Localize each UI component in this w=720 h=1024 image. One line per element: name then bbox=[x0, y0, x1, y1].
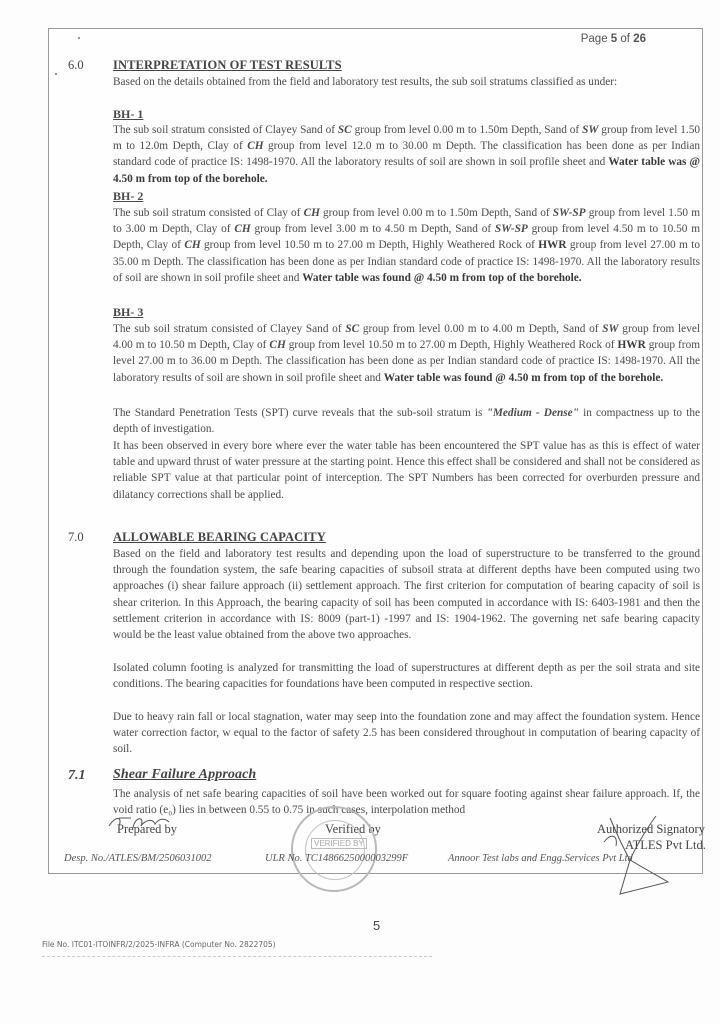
file-number: File No. ITC01-ITOINFR/2/2025-INFRA (Computer No. 2822705) bbox=[42, 940, 276, 949]
verified-by-label: Verified by bbox=[325, 822, 381, 836]
borehole-description: The sub soil stratum consisted of Clayey Sand of SC group from level 0.00 m to 1.50m Depth, Sand of SW group from level 1.50 m to 12.0m Depth, Clay of CH group from level 12.0 m to 30.00 m Depth. The classification has been done as per Indian standard code of practice IS: 1498-1970. All the laboratory results of soil are shown in soil profile sheet and Water table was @ 4.50 m from top of the borehole. bbox=[113, 124, 701, 185]
page-number: 5 bbox=[373, 918, 381, 933]
authorized-signatory-label: Authorized Signatory bbox=[597, 822, 705, 836]
prepared-by-label: Prepared by bbox=[117, 822, 178, 836]
borehole-label: BH- 2 bbox=[113, 189, 144, 203]
section-number: 7.0 bbox=[68, 530, 84, 544]
speck bbox=[55, 73, 57, 75]
section-number: 6.0 bbox=[68, 58, 84, 72]
borehole-description: The sub soil stratum consisted of Clay of CH group from level 0.00 m to 1.50m Depth, Sand of SW-SP group from level 1.50 m to 3.00 m Depth, Clay of CH group from level 3.00 m to 4.50 m Depth, Sand of SW-SP group from level 4.50 m to 10.50 m Depth, Clay of CH group from level 10.50 m to 27.00 m Depth, Highly Weathered Rock of HWR group from level 27.00 m to 35.00 m Depth. The classification has been done as per Indian standard code of practice IS: 1498-1970. All the laboratory results of soil are shown in soil profile sheet and Water table was found @ 4.50 m from top of the borehole. bbox=[113, 207, 700, 284]
spt-paragraph: The Standard Penetration Tests (SPT) curve reveals that the sub-soil stratum is "Medium - Dense" in compactness up to the depth of investigation. bbox=[113, 407, 700, 436]
water-correction-paragraph: Due to heavy rain fall or local stagnation, water may seep into the foundation zone and may affect the foundation system. Hence water correction factor, w equal to the factor of safety 2.5 has been considered throughout in computation of bearing capacity of soil. bbox=[113, 711, 700, 756]
footing-paragraph: Isolated column footing is analyzed for transmitting the load of superstructures at different depth as per the soil strata and site conditions. The bearing capacities for foundations have been computed in respective section. bbox=[113, 662, 700, 691]
ulr-number: ULR No. TC1486625000003299F bbox=[265, 853, 409, 864]
borehole-label: BH- 3 bbox=[113, 305, 144, 319]
section-number: 7.1 bbox=[68, 768, 86, 783]
speck bbox=[78, 37, 80, 39]
section-title: ALLOWABLE BEARING CAPACITY bbox=[113, 530, 326, 544]
page-indicator: Page 5 of 26 bbox=[580, 33, 646, 45]
section-title: Shear Failure Approach bbox=[113, 767, 257, 782]
section-title: INTERPRETATION OF TEST RESULTS bbox=[113, 58, 342, 72]
lab-name: Annoor Test labs and Engg.Services Pvt Ltd bbox=[448, 853, 633, 864]
section-intro: Based on the details obtained from the field and laboratory test results, the sub soil stratums classified as under: bbox=[113, 76, 618, 88]
company-name: ATLES Pvt Ltd. bbox=[625, 838, 706, 852]
borehole-label: BH- 1 bbox=[113, 107, 144, 121]
verified-stamp: VERIFIED BY bbox=[291, 806, 377, 892]
faint-text-line bbox=[42, 956, 432, 958]
spt-observation-paragraph: It has been observed in every bore where ever the water table has been encountered the SPT value has as this is effect of water table and upward thrust of water pressure at the starting point. Hence this effect shall be considered and shall not be considered as reliable SPT value at that particular point of interception. The SPT Numbers has been corrected for overburden pressure and dilatancy corrections shall be applied. bbox=[113, 440, 700, 501]
despatch-number: Desp. No./ATLES/BM/2506031002 bbox=[64, 853, 212, 864]
bearing-capacity-paragraph: Based on the field and laboratory test results and depending upon the load of superstructure to be transferred to the ground through the foundation system, the safe bearing capacities of subsoil strata at different depths have been computed using two approaches (i) shear failure approach (ii) settlement approach. The first criterion for computation of bearing capacity of soil is shear criterion. In this Approach, the bearing capacity of soil has been computed in accordance with IS: 6403-1981 and then the settlement criterion in accordance with IS: 8009 (part-1) -1997 and IS: 1904-1962. The governing net safe bearing capacity would be the least value obtained from the above two approaches. bbox=[113, 548, 700, 642]
borehole-description: The sub soil stratum consisted of Clayey Sand of SC group from level 0.00 m to 4.00 m Depth, Sand of SW group from level 4.00 m to 10.50 m Depth, Clay of CH group from level 10.50 m to 27.00 m Depth, Highly Weathered Rock of HWR group from level 27.00 m to 36.00 m Depth. The classification has been done as per Indian standard code of practice IS: 1498-1970. All the laboratory results of soil are shown in soil profile sheet and Water table was found @ 4.50 m from top of the borehole. bbox=[113, 323, 700, 384]
shear-failure-paragraph: The analysis of net safe bearing capacities of soil have been worked out for square footing against shear failure approach. If, the void ratio (e₀) lies in between 0.55 to 0.75 in such cases, interpolation method bbox=[113, 788, 700, 817]
